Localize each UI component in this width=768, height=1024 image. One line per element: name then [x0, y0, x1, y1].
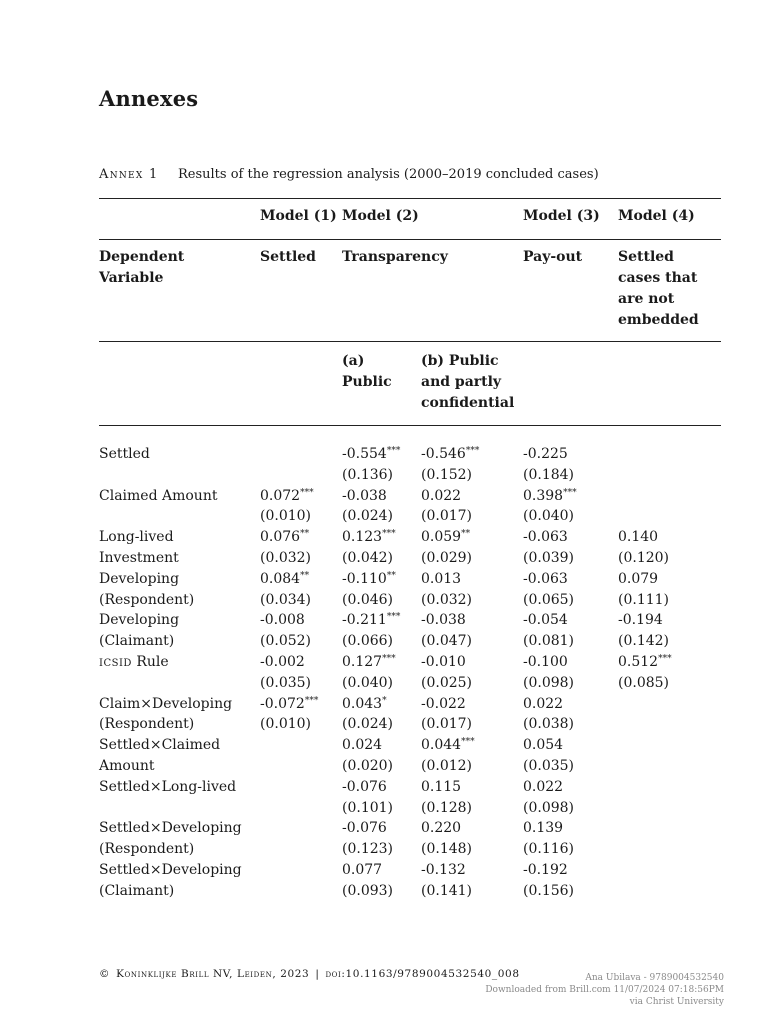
watermark-line: Downloaded from Brill.com 11/07/2024 07:18:56PM — [485, 985, 724, 995]
coefficient-cell: -0.063 — [523, 570, 568, 587]
std-error-cell: (0.111) — [618, 591, 670, 608]
dependent-label-line: Dependent — [99, 249, 185, 265]
coefficient-cell: -0.038 — [421, 612, 466, 629]
std-error-cell: (0.141) — [421, 882, 473, 899]
publisher: Koninklijke Brill NV, Leiden, 2023 — [116, 968, 310, 980]
std-error-cell: (0.017) — [421, 716, 473, 733]
std-error-cell: (0.156) — [523, 882, 575, 899]
coefficient-cell: -0.008 — [260, 612, 305, 629]
coefficient-cell: -0.110** — [342, 570, 396, 587]
std-error-cell: (0.152) — [421, 466, 473, 483]
watermark-line: Ana Ubilava - 9789004532540 — [585, 973, 724, 983]
std-error-cell: (0.032) — [260, 550, 312, 566]
download-watermark — [485, 972, 724, 1008]
std-error-cell: (0.042) — [342, 550, 394, 566]
std-error-cell: (0.012) — [421, 758, 473, 774]
coefficient-cell: -0.546*** — [421, 446, 480, 462]
coefficient-cell: 0.220 — [421, 820, 462, 837]
coefficient-cell: 0.022 — [421, 487, 462, 504]
coefficient-cell: -0.010 — [421, 654, 466, 670]
std-error-cell: (0.066) — [342, 633, 394, 650]
coefficient-cell: -0.072*** — [260, 695, 319, 712]
page-heading: Annexes — [99, 86, 199, 111]
coefficient-cell: -0.076 — [342, 820, 387, 837]
std-error-cell: (0.052) — [260, 633, 312, 650]
coefficient-cell: 0.044*** — [421, 737, 475, 754]
std-error-cell: (0.101) — [342, 799, 394, 816]
row-label-line: Amount — [99, 757, 155, 774]
coefficient-cell: 0.398*** — [523, 487, 577, 504]
row-label-line: (Claimant) — [99, 882, 175, 899]
coefficient-cell: -0.063 — [523, 529, 568, 546]
coefficient-cell: 0.076** — [260, 529, 310, 546]
row-label — [99, 694, 232, 736]
std-error-cell: (0.098) — [523, 799, 575, 816]
coefficient-cell: 0.054 — [523, 737, 564, 754]
std-error-cell: (0.081) — [523, 633, 575, 650]
copyright-symbol: © — [99, 968, 111, 980]
model-1-header: Model (1) — [260, 208, 337, 224]
coefficient-cell: -0.076 — [342, 778, 387, 795]
row-label-line: Developing — [99, 612, 180, 629]
row-label — [99, 777, 236, 819]
subhead-b — [421, 351, 514, 414]
std-error-cell: (0.040) — [523, 508, 575, 525]
caption-label: Annex 1 — [99, 167, 159, 182]
model-4-dependent-line: cases that — [618, 270, 698, 286]
std-error-cell: (0.120) — [618, 550, 670, 566]
row-label — [99, 610, 179, 652]
std-error-cell: (0.020) — [342, 758, 394, 774]
std-error-cell: (0.038) — [523, 716, 575, 733]
header-rule — [99, 239, 721, 240]
row-label-line: Claim×Developing — [99, 695, 233, 712]
model-3-dependent: Pay-out — [523, 249, 583, 265]
subhead-b-line: and partly — [421, 374, 502, 390]
coefficient-cell: 0.013 — [421, 570, 462, 587]
model-4-header: Model (4) — [618, 208, 695, 224]
model-4-dependent-line: embedded — [618, 312, 699, 328]
coefficient-cell: 0.024 — [342, 737, 383, 754]
std-error-cell: (0.046) — [342, 591, 394, 608]
row-label — [99, 486, 217, 528]
coefficient-cell: -0.022 — [421, 695, 466, 712]
std-error-cell: (0.184) — [523, 466, 575, 483]
std-error-cell: (0.017) — [421, 508, 473, 525]
model-4-dependent-line: Settled — [618, 249, 674, 265]
coefficient-cell: -0.554*** — [342, 446, 401, 462]
coefficient-cell: -0.211*** — [342, 612, 401, 629]
subhead-b-line: (b) Public — [421, 353, 499, 369]
std-error-cell: (0.136) — [342, 466, 394, 483]
row-label-line: Settled×Developing — [99, 820, 242, 837]
coefficient-cell: -0.002 — [260, 654, 305, 670]
row-label-line: (Respondent) — [99, 841, 195, 858]
row-label — [99, 735, 220, 777]
coefficient-cell: -0.194 — [618, 612, 663, 629]
row-label-line: (Respondent) — [99, 716, 195, 733]
row-label-line: Settled×Long-lived — [99, 778, 237, 795]
std-error-cell: (0.035) — [523, 758, 575, 774]
std-error-cell: (0.039) — [523, 550, 575, 566]
watermark-line: via Christ University — [629, 997, 724, 1007]
row-label — [99, 444, 150, 486]
subhead-a-line: Public — [342, 374, 392, 390]
model-4-dependent — [618, 247, 699, 331]
std-error-cell: (0.148) — [421, 841, 473, 858]
row-label-line — [99, 506, 217, 527]
coefficient-cell: 0.123*** — [342, 529, 396, 546]
row-label-line: Investment — [99, 549, 179, 566]
row-label-line: Developing — [99, 570, 180, 587]
body-top-rule — [99, 425, 721, 426]
coefficient-cell: -0.225 — [523, 446, 568, 462]
model-3-header: Model (3) — [523, 208, 600, 224]
doi: doi:10.1163/9789004532540_008 — [325, 968, 520, 980]
subhead-a — [342, 351, 392, 393]
table-top-rule — [99, 198, 721, 199]
row-label-line: Claimed Amount — [99, 487, 218, 504]
model-4-dependent-line: are not — [618, 291, 675, 307]
std-error-cell: (0.034) — [260, 591, 312, 608]
std-error-cell: (0.035) — [260, 674, 312, 691]
std-error-cell: (0.032) — [421, 591, 473, 608]
std-error-cell: (0.024) — [342, 716, 394, 733]
row-label-line: icsid Rule — [99, 654, 169, 670]
coefficient-cell: -0.054 — [523, 612, 568, 629]
table-caption — [99, 167, 599, 182]
std-error-cell: (0.098) — [523, 674, 575, 691]
std-error-cell: (0.040) — [342, 674, 394, 691]
std-error-cell: (0.116) — [523, 841, 575, 858]
coefficient-cell: 0.512*** — [618, 654, 672, 670]
std-error-cell: (0.085) — [618, 674, 670, 691]
row-label-line: (Respondent) — [99, 591, 195, 608]
coefficient-cell: 0.079 — [618, 570, 659, 587]
subhead-a-line: (a) — [342, 353, 365, 369]
coefficient-cell: 0.022 — [523, 778, 564, 795]
row-label-line: (Claimant) — [99, 633, 175, 650]
coefficient-cell: 0.077 — [342, 862, 383, 878]
coefficient-cell: -0.192 — [523, 862, 568, 878]
row-label — [99, 818, 242, 860]
subhead-b-line: confidential — [421, 395, 515, 411]
dependent-variable-label — [99, 247, 184, 289]
model-2-dependent: Transparency — [342, 249, 448, 265]
row-label-line: Settled — [99, 446, 150, 462]
model-2-header: Model (2) — [342, 208, 419, 224]
coefficient-cell: 0.022 — [523, 695, 564, 712]
coefficient-cell: 0.139 — [523, 820, 564, 837]
row-label-line: Settled×Developing — [99, 862, 242, 878]
std-error-cell: (0.025) — [421, 674, 473, 691]
row-label — [99, 569, 194, 611]
std-error-cell: (0.010) — [260, 508, 312, 525]
coefficient-cell: -0.100 — [523, 654, 568, 670]
std-error-cell: (0.123) — [342, 841, 394, 858]
std-error-cell: (0.093) — [342, 882, 394, 899]
row-label-line — [99, 465, 150, 486]
coefficient-cell: 0.084** — [260, 570, 310, 587]
coefficient-cell: 0.115 — [421, 778, 462, 795]
std-error-cell: (0.010) — [260, 716, 312, 733]
coefficient-cell: 0.072*** — [260, 487, 314, 504]
coefficient-cell: -0.038 — [342, 487, 387, 504]
row-label-line — [99, 798, 236, 819]
coefficient-cell: 0.140 — [618, 529, 659, 546]
caption-text: Results of the regression analysis (2000–2019 concluded cases) — [178, 167, 599, 182]
row-label-line — [99, 673, 169, 694]
row-label — [99, 860, 242, 902]
std-error-cell: (0.128) — [421, 799, 473, 816]
coefficient-cell: 0.059** — [421, 529, 471, 546]
row-label-line: Settled×Claimed — [99, 737, 221, 754]
coefficient-cell: 0.043* — [342, 695, 387, 712]
subheader-rule — [99, 341, 721, 342]
dependent-label-line: Variable — [99, 270, 164, 286]
copyright-footer — [99, 968, 520, 980]
coefficient-cell: 0.127*** — [342, 654, 396, 670]
row-label — [99, 652, 169, 694]
coefficient-cell: -0.132 — [421, 862, 466, 878]
row-label-line: Long-lived — [99, 529, 174, 546]
std-error-cell: (0.065) — [523, 591, 575, 608]
std-error-cell: (0.047) — [421, 633, 473, 650]
footer-separator: | — [315, 968, 320, 980]
std-error-cell: (0.142) — [618, 633, 670, 650]
model-1-dependent: Settled — [260, 249, 316, 265]
std-error-cell: (0.029) — [421, 550, 473, 566]
row-label — [99, 527, 179, 569]
std-error-cell: (0.024) — [342, 508, 394, 525]
